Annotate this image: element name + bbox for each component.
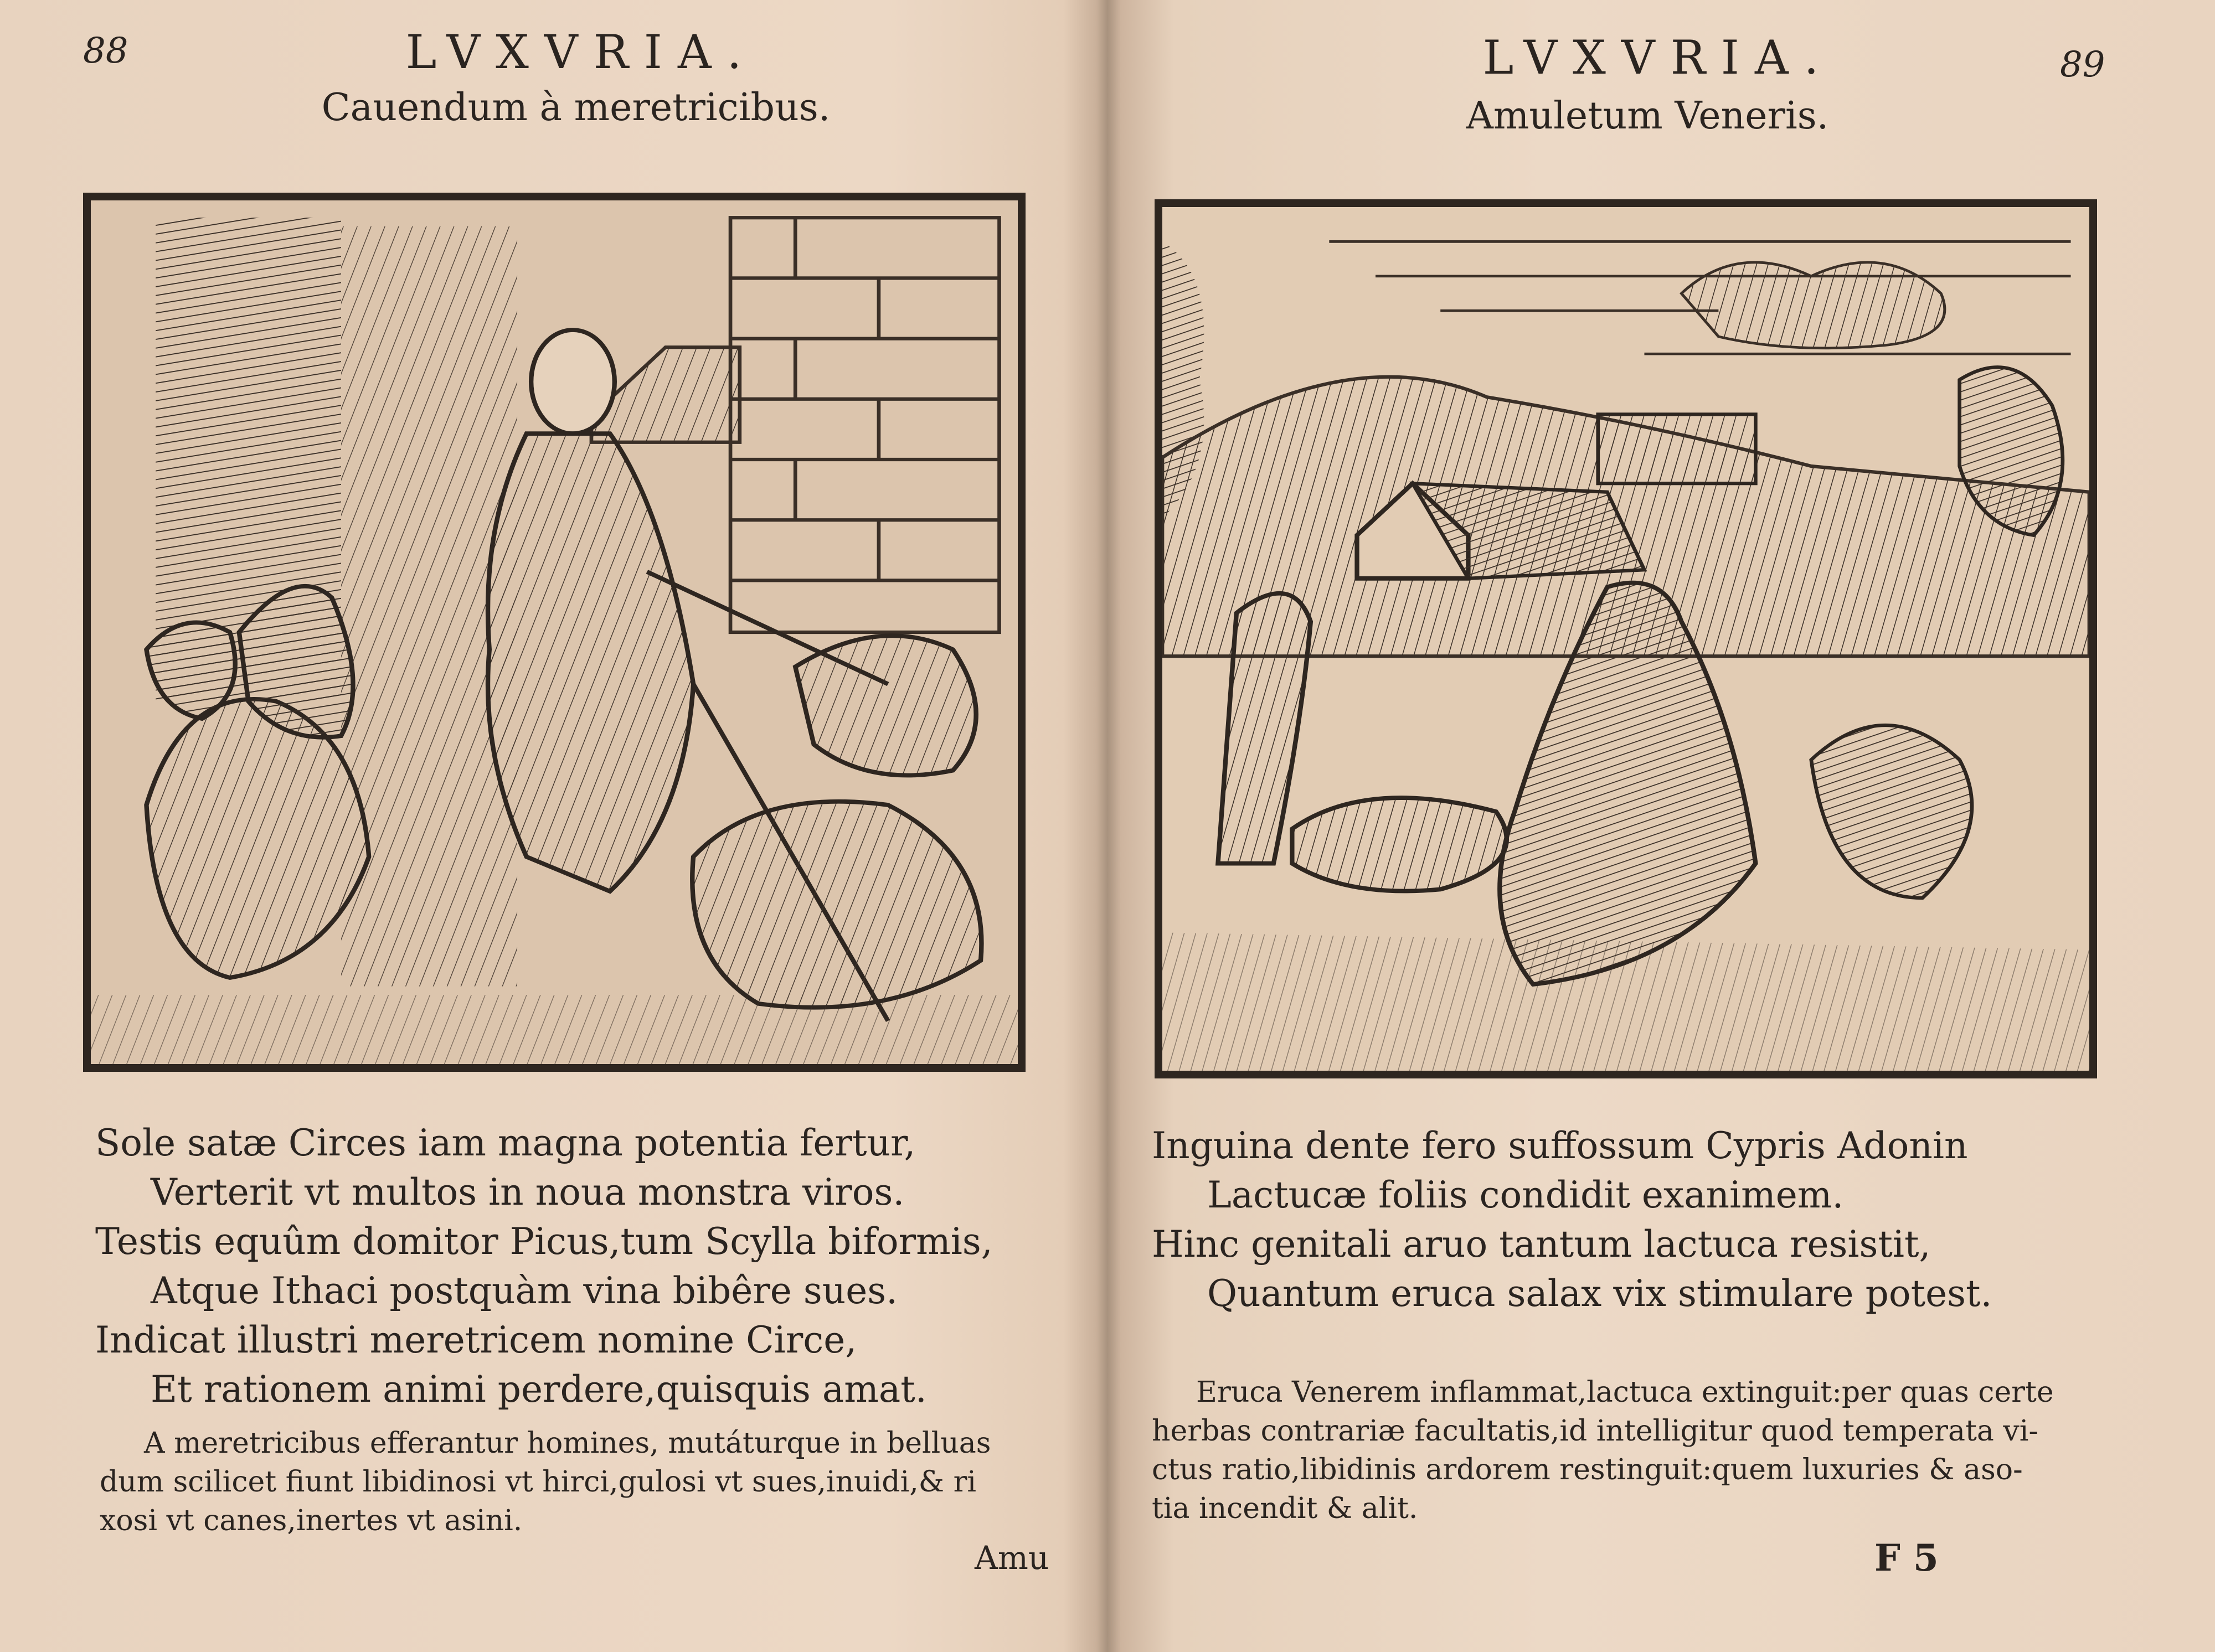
catchword: Amu	[975, 1539, 1049, 1577]
woodcut-circe-drawing	[91, 200, 1018, 1064]
woodcut-amuletum	[1155, 199, 2097, 1078]
verse-line: Indicat illustri meretricem nomine Circe,	[95, 1319, 857, 1361]
right-verse	[1152, 1121, 1992, 1318]
signature-mark: F 5	[1874, 1536, 1939, 1579]
commentary-line: Eruca Venerem inflammat,lactuca extinguit:per quas certe	[1196, 1376, 2054, 1409]
right-page	[1099, 0, 2215, 1652]
left-verse	[95, 1118, 993, 1414]
verse-line: Sole satæ Circes iam magna potentia fertur,	[95, 1122, 916, 1164]
left-commentary	[100, 1424, 991, 1540]
verse-line: Lactucæ foliis condidit exanimem.	[1207, 1174, 1844, 1216]
verse-line: Verterit vt multos in noua monstra viros.	[151, 1171, 905, 1214]
woodcut-amuletum-drawing	[1162, 207, 2089, 1071]
running-head: LVXVRIA.	[1482, 30, 1835, 85]
commentary-line: A meretricibus efferantur homines, mutáturque in belluas	[144, 1427, 991, 1460]
verse-line: Testis equûm domitor Picus,tum Scylla biformis,	[95, 1220, 993, 1263]
commentary-line: tia incendit & alit.	[1152, 1492, 1418, 1525]
emblem-title: Amuletum Veneris.	[1466, 94, 1829, 138]
commentary-line: dum scilicet fiunt libidinosi vt hirci,gulosi vt sues,inuidi,& ri	[100, 1465, 977, 1499]
commentary-line: ctus ratio,libidinis ardorem restinguit:quem luxuries & aso-	[1152, 1453, 2023, 1486]
page-number: 88	[83, 30, 128, 71]
commentary-line: herbas contrariæ facultatis,id intelligitur quod temperata vi-	[1152, 1414, 2038, 1448]
page-number: 89	[2060, 44, 2105, 85]
emblem-title: Cauendum à meretricibus.	[321, 86, 831, 130]
commentary-line: xosi vt canes,inertes vt asini.	[100, 1504, 523, 1537]
verse-line: Et rationem animi perdere,quisquis amat.	[151, 1368, 927, 1411]
right-commentary	[1152, 1373, 2054, 1528]
woodcut-circe	[83, 193, 1026, 1072]
verse-line: Quantum eruca salax vix stimulare potest.	[1207, 1272, 1992, 1315]
running-head: LVXVRIA.	[405, 25, 758, 79]
verse-line: Inguina dente fero suffossum Cypris Adonin	[1152, 1124, 1968, 1167]
verse-line: Hinc genitali aruo tantum lactuca resistit,	[1152, 1223, 1931, 1266]
left-page	[0, 0, 1085, 1652]
verse-line: Atque Ithaci postquàm vina bibêre sues.	[151, 1269, 898, 1312]
